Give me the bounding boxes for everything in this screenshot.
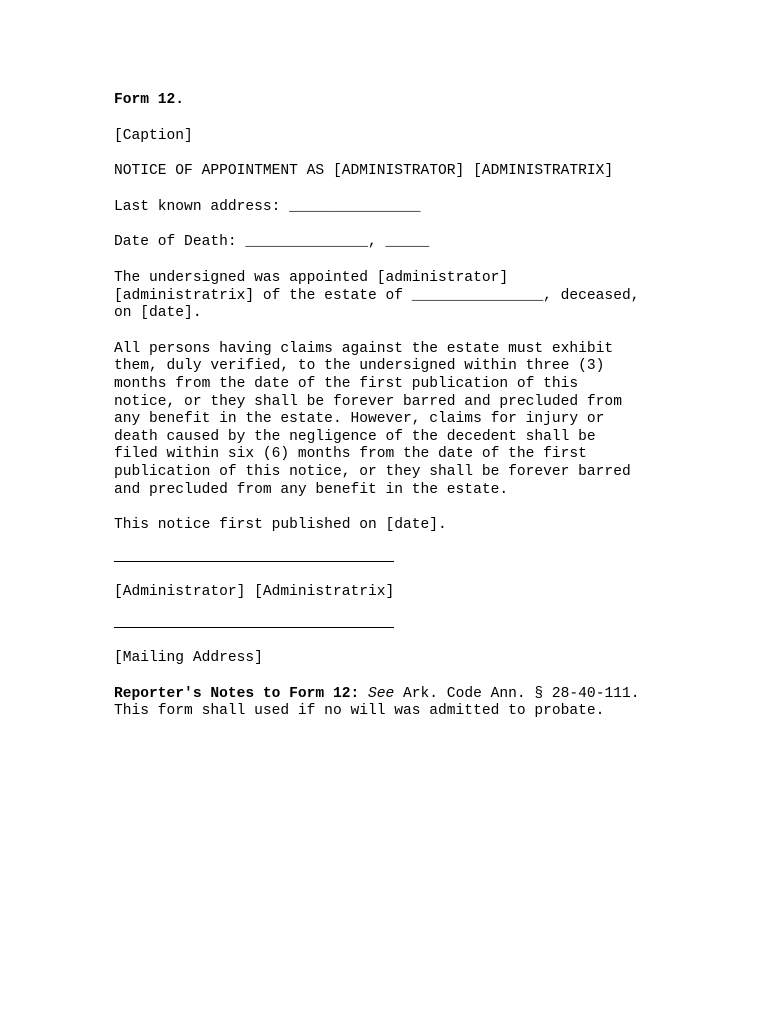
signer-label: [Administrator] [Administratrix] xyxy=(114,583,395,600)
claims-paragraph: All persons having claims against the estate must exhibit them, duly verified, to the undersigned within three (3) months from the date of the first publication of this notice, or they shall be forever barred and precluded from any benefit in the estate. However, claims for injury or death caused by the negligence of the decedent shall be filed within six (6) months from the date of the first publication of this notice, or they shall be forever barred and precluded from any benefit in the estate. xyxy=(114,340,631,498)
notes-citation: Ark. Code Ann. § 28-40-111. xyxy=(394,685,640,702)
form-heading: Form 12. xyxy=(114,92,185,108)
caption-placeholder: [Caption] xyxy=(114,127,193,144)
notice-title: NOTICE OF APPOINTMENT AS [ADMINISTRATOR] [ADMINISTRATRIX] xyxy=(114,163,614,180)
reporters-notes xyxy=(114,686,714,721)
notes-body: This form shall used if no will was admitted to probate. xyxy=(114,703,605,720)
mailing-address-label: [Mailing Address] xyxy=(114,650,263,667)
date-of-death-line: Date of Death: ______________, _____ xyxy=(114,234,430,251)
notes-label: Reporter's Notes to Form 12: xyxy=(114,685,360,702)
document-page xyxy=(114,92,714,739)
notes-see: See xyxy=(367,685,395,702)
address-line xyxy=(114,627,394,628)
published-paragraph: This notice first published on [date]. xyxy=(114,517,447,534)
signature-line xyxy=(114,561,394,562)
last-known-address-line: Last known address: _______________ xyxy=(114,198,421,215)
appointment-paragraph: The undersigned was appointed [administrator] [administratrix] of the estate of _______________, deceased, on [date]. xyxy=(114,269,640,322)
